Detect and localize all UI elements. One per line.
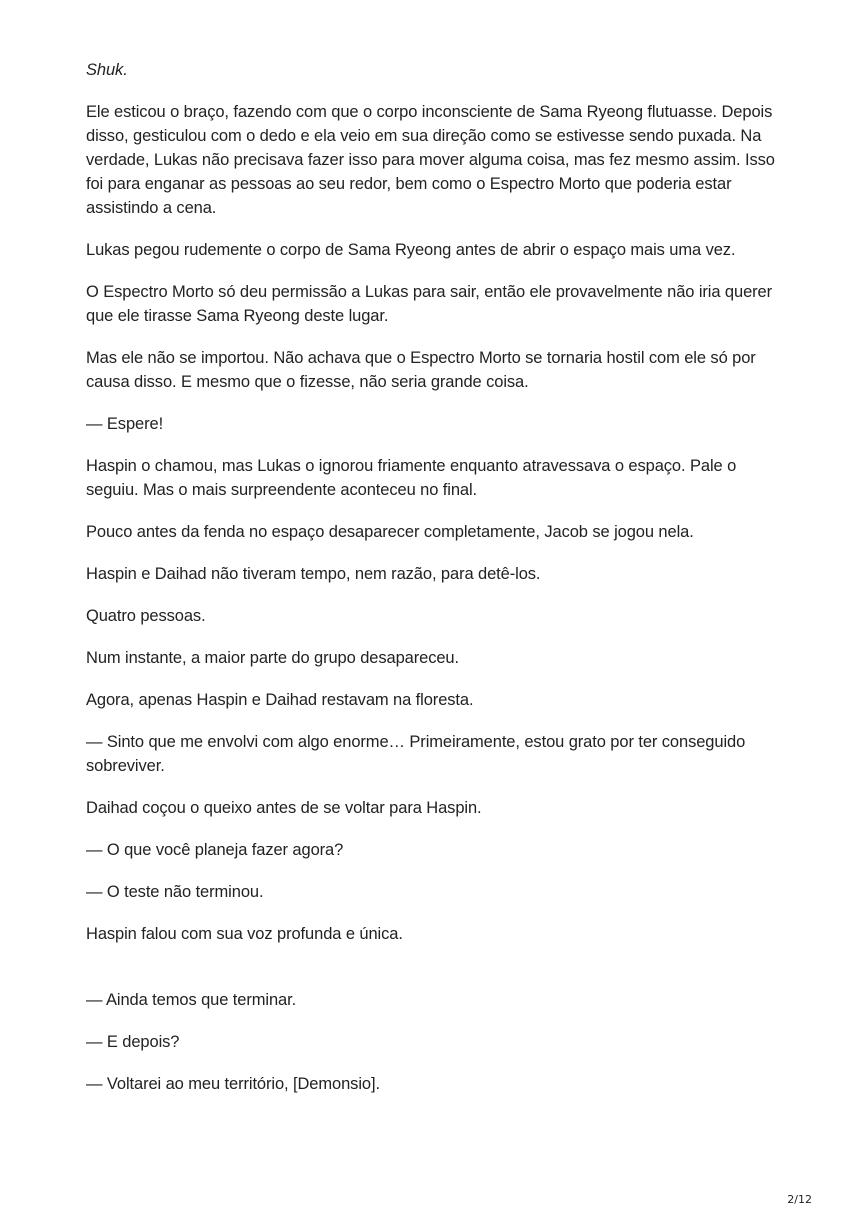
paragraph-2: Ele esticou o braço, fazendo com que o corpo inconsciente de Sama Ryeong flutuasse. Depois disso, gesticulou com o dedo e ela veio em sua direção como se estivesse sendo puxada. Na verdade, Lukas não precisava fazer isso para mover alguma coisa, mas fez mesmo assim. Isso foi para enganar as pessoas ao seu redor, bem como o Espectro Morto que poderia estar assistindo a cena. [86,103,775,217]
paragraph-1: Shuk. [86,61,128,79]
paragraph-15: — O que você planeja fazer agora? [86,841,344,859]
paragraph-20: — Voltarei ao meu território, [Demonsio]. [86,1075,380,1093]
paragraph-11: Num instante, a maior parte do grupo desapareceu. [86,649,459,667]
paragraph-5: Mas ele não se importou. Não achava que o Espectro Morto se tornaria hostil com ele só por causa disso. E mesmo que o fizesse, não seria grande coisa. [86,349,756,391]
paragraph-12: Agora, apenas Haspin e Daihad restavam na floresta. [86,691,474,709]
paragraph-17: Haspin falou com sua voz profunda e única. [86,925,403,943]
paragraph-18: — Ainda temos que terminar. [86,991,297,1009]
paragraph-8: Pouco antes da fenda no espaço desaparecer completamente, Jacob se jogou nela. [86,523,694,541]
paragraph-14: Daihad coçou o queixo antes de se voltar para Haspin. [86,799,482,817]
paragraph-6: — Espere! [86,415,164,433]
page-number: 2/12 [787,1193,812,1206]
paragraph-7: Haspin o chamou, mas Lukas o ignorou friamente enquanto atravessava o espaço. Pale o seguiu. Mas o mais surpreendente aconteceu no final. [86,457,737,499]
document-page [86,58,786,1114]
paragraph-4: O Espectro Morto só deu permissão a Lukas para sair, então ele provavelmente não iria querer que ele tirasse Sama Ryeong deste lugar. [86,283,773,325]
paragraph-19: — E depois? [86,1033,180,1051]
paragraph-13: — Sinto que me envolvi com algo enorme… Primeiramente, estou grato por ter conseguido sobreviver. [86,733,746,775]
paragraph-9: Haspin e Daihad não tiveram tempo, nem razão, para detê-los. [86,565,541,583]
paragraph-16: — O teste não terminou. [86,883,264,901]
paragraph-10: Quatro pessoas. [86,607,206,625]
paragraph-3: Lukas pegou rudemente o corpo de Sama Ryeong antes de abrir o espaço mais uma vez. [86,241,736,259]
paragraph-gap [86,964,786,988]
